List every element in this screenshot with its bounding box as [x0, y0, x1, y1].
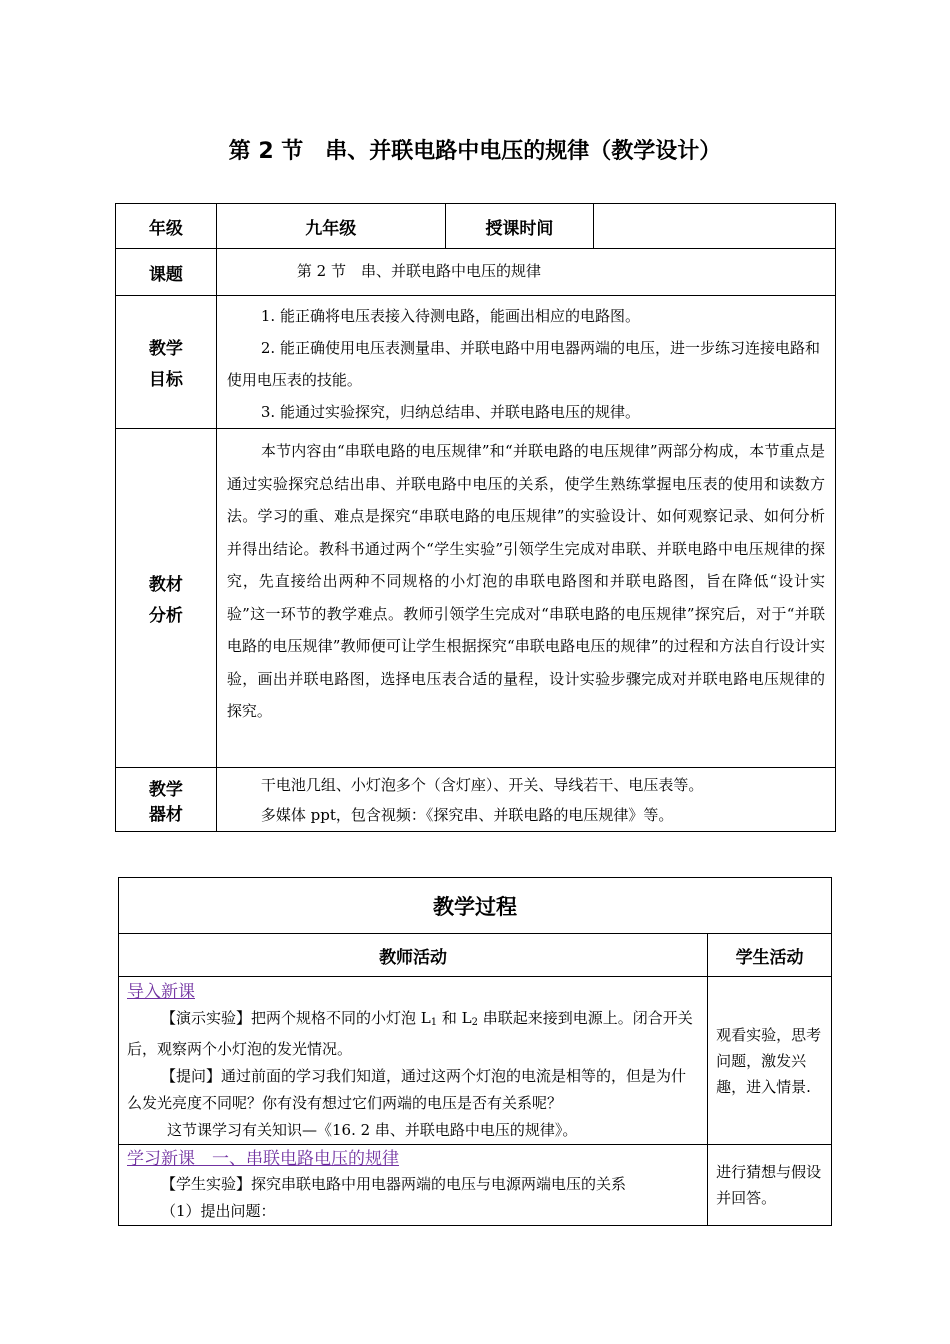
teacher-activity-header: 教师活动 — [119, 934, 708, 977]
equipment-label — [116, 768, 217, 832]
section-series-student-cell — [708, 1145, 832, 1226]
time-label: 授课时间 — [445, 204, 594, 249]
analysis-label-line1: 教材 — [148, 575, 183, 595]
grade-label: 年级 — [116, 204, 217, 249]
goal-item: 3. 能通过实验探究，归纳总结串、并联电路电压的规律。 — [260, 403, 640, 421]
grade-value: 九年级 — [216, 204, 445, 249]
equipment-item: 多媒体 ppt，包含视频：《探究串、并联电路的电压规律》等。 — [260, 806, 674, 824]
section-series-cell — [119, 1145, 708, 1226]
topic-value: 第 2 节 串、并联电路中电压的规律 — [296, 262, 541, 280]
goals-label-line1: 教学 — [148, 339, 183, 359]
equipment-label-line1: 教学 — [148, 779, 183, 800]
teaching-process-table — [118, 877, 832, 1226]
section-heading-series: 学习新课 一、串联电路电压的规律 — [127, 1149, 399, 1169]
demo-experiment-text: 【演示实验】把两个规格不同的小灯泡 $L_1$ 和 $L_2$ 串联起来接到电源上。闭合开关后，观察两个小灯泡的发光情况。 — [127, 1009, 693, 1058]
equipment-cell — [216, 768, 835, 832]
step-question: （1）提出问题： — [161, 1202, 276, 1220]
process-title: 教学过程 — [119, 878, 832, 934]
section-intro-student-cell — [708, 977, 832, 1145]
equipment-item: 干电池几组、小灯泡多个（含灯座）、开关、导线若干、电压表等。 — [260, 776, 704, 794]
goal-item: 2. 能正确使用电压表测量串、并联电路中用电器两端的电压，进一步练习连接电路和使用电压表的技能。 — [226, 339, 820, 389]
section-heading-intro: 导入新课 — [127, 982, 195, 1002]
time-value — [594, 204, 836, 249]
goals-label — [116, 296, 217, 429]
goal-item: 1. 能正确将电压表接入待测电路，能画出相应的电路图。 — [260, 307, 640, 325]
topic-cell — [216, 249, 835, 296]
student-activity-header: 学生活动 — [708, 934, 832, 977]
lesson-info-table — [115, 203, 836, 832]
page-title: 第 2 节 串、并联电路中电压的规律（教学设计） — [228, 139, 722, 164]
equipment-label-line2: 器材 — [148, 804, 183, 825]
question-text: 【提问】通过前面的学习我们知道，通过这两个灯泡的电流是相等的，但是为什么发光亮度不同呢？你有没有想过它们两端的电压是否有关系呢？ — [127, 1067, 687, 1112]
series-student-activity: 进行猜想与假设并回答。 — [716, 1163, 822, 1207]
student-experiment-text: 【学生实验】探究串联电路中用电器两端的电压与电源两端电压的关系 — [161, 1175, 627, 1193]
intro-text: 这节课学习有关知识—《16. 2 串、并联电路中电压的规律》。 — [167, 1121, 578, 1139]
analysis-label-line2: 分析 — [148, 606, 183, 626]
analysis-text: 本节内容由“串联电路的电压规律”和“并联电路的电压规律”两部分构成，本节重点是通过实验探究总结出串、并联电路中电压的关系，使学生熟练掌握电压表的使用和读数方法。学习的重、难点是探究“串联电路的电压规律”的实验设计、如何观察记录、如何分析并得出结论。教科书通过两个“学生实验”引领学生完成对串联、并联电路中电压规律的探究，先直接给出两种不同规格的小灯泡的串联电路图和并联电路图，旨在降低“设计实验”这一环节的教学难点。教师引领学生完成对“串联电路的电压规律”探究后，对于“并联电路的电压规律”教师便可让学生根据探究“串联电路电压的规律”的过程和方法自行设计实验，画出并联电路图，选择电压表合适的量程，设计实验步骤完成对并联电路电压规律的探究。 — [226, 442, 825, 720]
section-intro-cell — [119, 977, 708, 1145]
analysis-cell — [216, 429, 835, 768]
goals-label-line2: 目标 — [148, 370, 183, 390]
goals-cell — [216, 296, 835, 429]
analysis-label — [116, 429, 217, 768]
topic-label: 课题 — [116, 249, 217, 296]
intro-student-activity: 观看实验，思考问题，激发兴趣，进入情景. — [716, 1025, 822, 1096]
